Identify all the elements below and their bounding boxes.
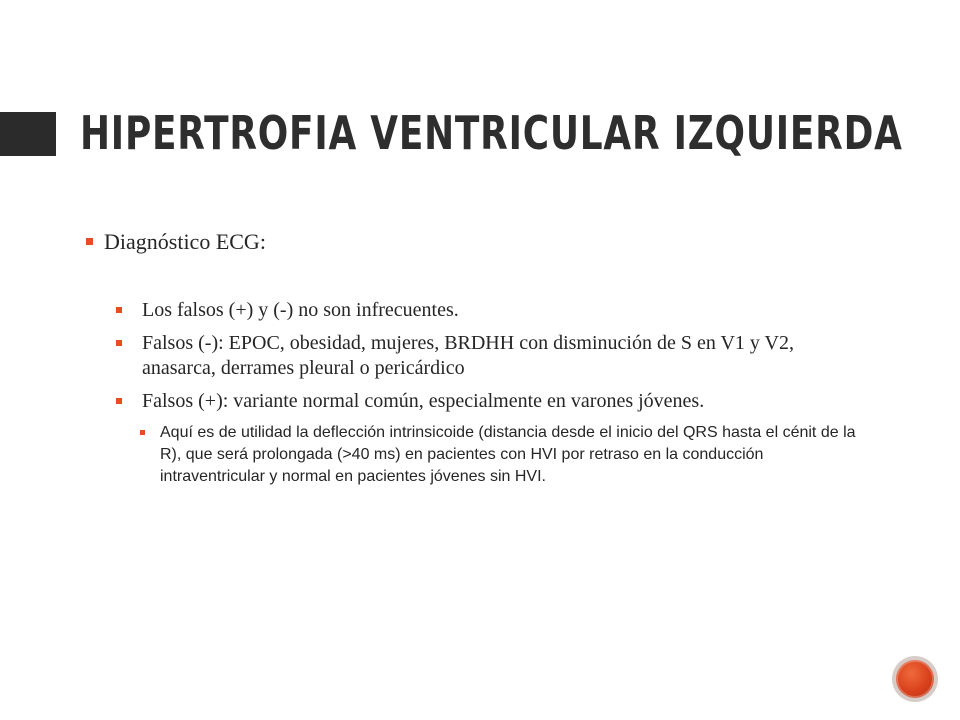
bullet-level1 — [82, 228, 872, 256]
square-bullet-icon — [116, 398, 122, 404]
bullet-text: Los falsos (+) y (-) no son infrecuentes. — [142, 299, 459, 321]
square-bullet-icon — [86, 238, 93, 245]
bullet-text: Aquí es de utilidad la deflección intrinsicoide (distancia desde el inicio del QRS hasta el cénit de la R), que será prolongada (>40 ms) en pacientes con HVI por retraso en la conducción intraventricular y normal en pacientes jóvenes sin HVI. — [160, 424, 856, 485]
bullet-level3 — [82, 422, 872, 488]
bullet-text: Diagnóstico ECG: — [104, 229, 266, 254]
slide-body — [82, 228, 872, 488]
square-bullet-icon — [116, 340, 122, 346]
title-accent-bar — [0, 112, 56, 156]
page-number — [896, 660, 934, 698]
square-bullet-icon — [116, 307, 122, 313]
bullet-text: Falsos (-): EPOC, obesidad, mujeres, BRDHH con disminución de S en V1 y V2, anasarca, derrames pleural o pericárdico — [142, 332, 795, 379]
bullet-level2 — [82, 331, 872, 381]
bullet-level2 — [82, 389, 872, 414]
slide-title: HIPERTROFIA VENTRICULAR IZQUIERDA — [80, 106, 903, 160]
square-bullet-icon — [140, 430, 145, 435]
bullet-text: Falsos (+): variante normal común, especialmente en varones jóvenes. — [142, 390, 705, 412]
bullet-level2 — [82, 298, 872, 323]
